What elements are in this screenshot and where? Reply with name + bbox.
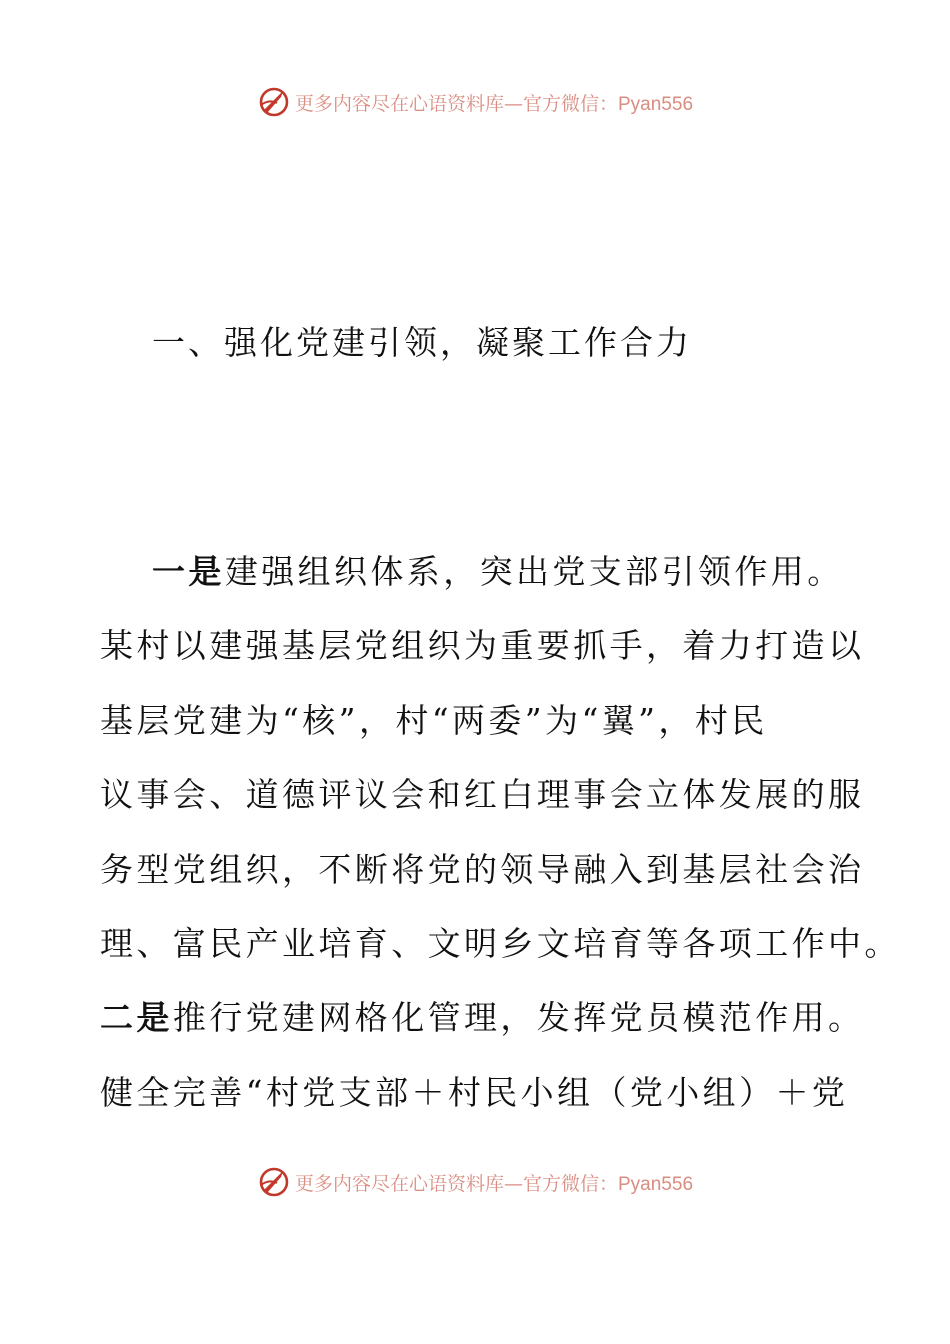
footer-watermark [0,1162,950,1202]
paragraph-line: 议事会、道德评议会和红白理事会立体发展的服 [100,775,865,815]
watermark-text: 更多内容尽在心语资料库—官方微信：Pyan556 [294,1172,694,1195]
paragraph-line: 二是推行党建网格化管理，发挥党员模范作用。 [100,998,865,1038]
lead-phrase: 二是 [100,998,173,1038]
pen-logo-icon [257,1165,291,1199]
header-watermark [0,82,950,122]
pen-logo-icon [257,85,291,119]
section-heading: 一、强化党建引领，凝聚工作合力 [152,323,692,362]
paragraph-line: 基层党建为“核”，村“两委”为“翼”，村民 [100,700,768,740]
watermark-text: 更多内容尽在心语资料库—官方微信：Pyan556 [294,92,694,115]
body-paragraph [100,535,901,1130]
paragraph-line: 一是建强组织体系，突出党支部引领作用。 [152,552,844,591]
paragraph-line: 理、富民产业培育、文明乡文培育等各项工作中。 [100,923,901,963]
paragraph-line: 健全完善“村党支部＋村民小组（党小组）＋党 [100,1072,849,1112]
paragraph-line: 务型党组织，不断将党的领导融入到基层社会治 [100,849,865,889]
paragraph-line: 某村以建强基层党组织为重要抓手，着力打造以 [100,626,865,666]
lead-phrase: 一是 [152,552,225,591]
